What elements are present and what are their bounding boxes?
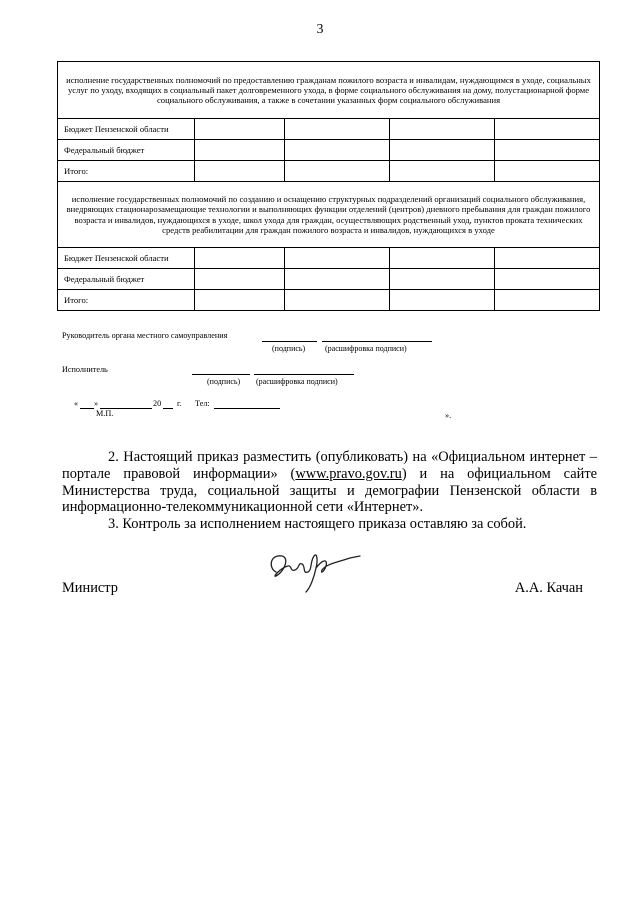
table-cell[interactable] <box>285 269 390 290</box>
pravo-link[interactable]: www.pravo.gov.ru <box>295 465 402 482</box>
table-row <box>58 161 600 182</box>
table-cell[interactable] <box>495 140 600 161</box>
head-label: Руководитель органа местного самоуправления <box>62 331 228 340</box>
date-day-line[interactable] <box>80 399 94 409</box>
date-year: 20 <box>153 399 162 408</box>
table-cell[interactable] <box>195 248 285 269</box>
date-close-quote: » <box>94 399 99 408</box>
table-row <box>58 290 600 311</box>
paragraph-2: 2. Настоящий приказ разместить (опубликовать) на «Официальном интернет – портале правовой информации» (www.pravo.gov.ru) и на официальном сайте Министерства труда, социальной защиты и демографии Пензенской области в информационно-телекоммуникационной сети «Интернет». <box>62 449 597 516</box>
table-cell[interactable] <box>390 290 495 311</box>
table-cell[interactable] <box>495 119 600 140</box>
executor-sign-line[interactable] <box>192 365 250 375</box>
handwritten-signature <box>262 542 362 594</box>
row-label: Итого: <box>58 161 195 182</box>
table-cell[interactable] <box>390 119 495 140</box>
date-year-suffix: г. <box>177 399 182 408</box>
executor-caption-decode: (расшифровка подписи) <box>256 377 338 386</box>
table-cell[interactable] <box>495 248 600 269</box>
executor-decode-line[interactable] <box>254 365 354 375</box>
table-cell[interactable] <box>195 161 285 182</box>
table-cell[interactable] <box>495 161 600 182</box>
page-number: 3 <box>316 22 324 37</box>
date-month-line[interactable] <box>100 399 152 409</box>
executor-label: Исполнитель <box>62 365 108 374</box>
table-cell[interactable] <box>390 140 495 161</box>
row-label: Итого: <box>58 290 195 311</box>
date-open-quote: « <box>74 399 79 408</box>
row-label: Бюджет Пензенской области <box>58 248 195 269</box>
row-label: Бюджет Пензенской области <box>58 119 195 140</box>
executor-caption-sign: (подпись) <box>207 377 241 386</box>
head-decode-line[interactable] <box>322 332 432 342</box>
signature-stroke <box>271 555 360 592</box>
table-row <box>58 269 600 290</box>
table-row <box>58 119 600 140</box>
tel-line[interactable] <box>214 399 280 409</box>
table-cell[interactable] <box>195 290 285 311</box>
closing-quote: ». <box>445 411 452 420</box>
minister-name: А.А. Качан <box>514 580 583 596</box>
head-sign-line[interactable] <box>262 332 317 342</box>
date-year-line[interactable] <box>163 399 173 409</box>
table-cell[interactable] <box>285 119 390 140</box>
table-cell[interactable] <box>195 140 285 161</box>
table-cell[interactable] <box>195 119 285 140</box>
tel-label: Тел: <box>195 399 210 408</box>
table-row <box>58 248 600 269</box>
table-cell[interactable] <box>390 248 495 269</box>
budget-table <box>57 61 600 311</box>
table-cell[interactable] <box>390 269 495 290</box>
table-row <box>58 140 600 161</box>
table-cell[interactable] <box>495 290 600 311</box>
paragraph-3: 3. Контроль за исполнением настоящего приказа оставляю за собой. <box>108 516 527 533</box>
table-cell[interactable] <box>495 269 600 290</box>
table-cell[interactable] <box>285 161 390 182</box>
table-cell[interactable] <box>285 290 390 311</box>
row-label: Федеральный бюджет <box>58 269 195 290</box>
head-caption-sign: (подпись) <box>272 344 306 353</box>
table-cell[interactable] <box>390 161 495 182</box>
minister-position: Министр <box>62 580 118 596</box>
order-text <box>62 449 597 533</box>
table-cell[interactable] <box>285 140 390 161</box>
stamp-label: М.П. <box>96 409 114 418</box>
head-caption-decode: (расшифровка подписи) <box>325 344 407 353</box>
section1-header: исполнение государственных полномочий по предоставлению гражданам пожилого возраста и инвалидам, нуждающимся в уходе, социальных услуг по уходу, входящих в социальный пакет долговременного ухода, в форме социального обслуживания на дому, полустационарной форме социального обслуживания, а также в сочетании указанных форм социального обслуживания <box>58 62 600 119</box>
section2-header: исполнение государственных полномочий по созданию и оснащению структурных подразделений организаций социального обслуживания, внедряющих стационарозамещающие технологии и выполняющих функции отделений (центров) дневного пребывания для граждан пожилого возраста и инвалидов, нуждающихся в уходе, школ ухода для граждан, осуществляющих родственный уход, пунктов проката технических средств реабилитации для граждан пожилого возраста и инвалидов, нуждающихся в уходе <box>58 182 600 248</box>
row-label: Федеральный бюджет <box>58 140 195 161</box>
table-cell[interactable] <box>195 269 285 290</box>
table-cell[interactable] <box>285 248 390 269</box>
